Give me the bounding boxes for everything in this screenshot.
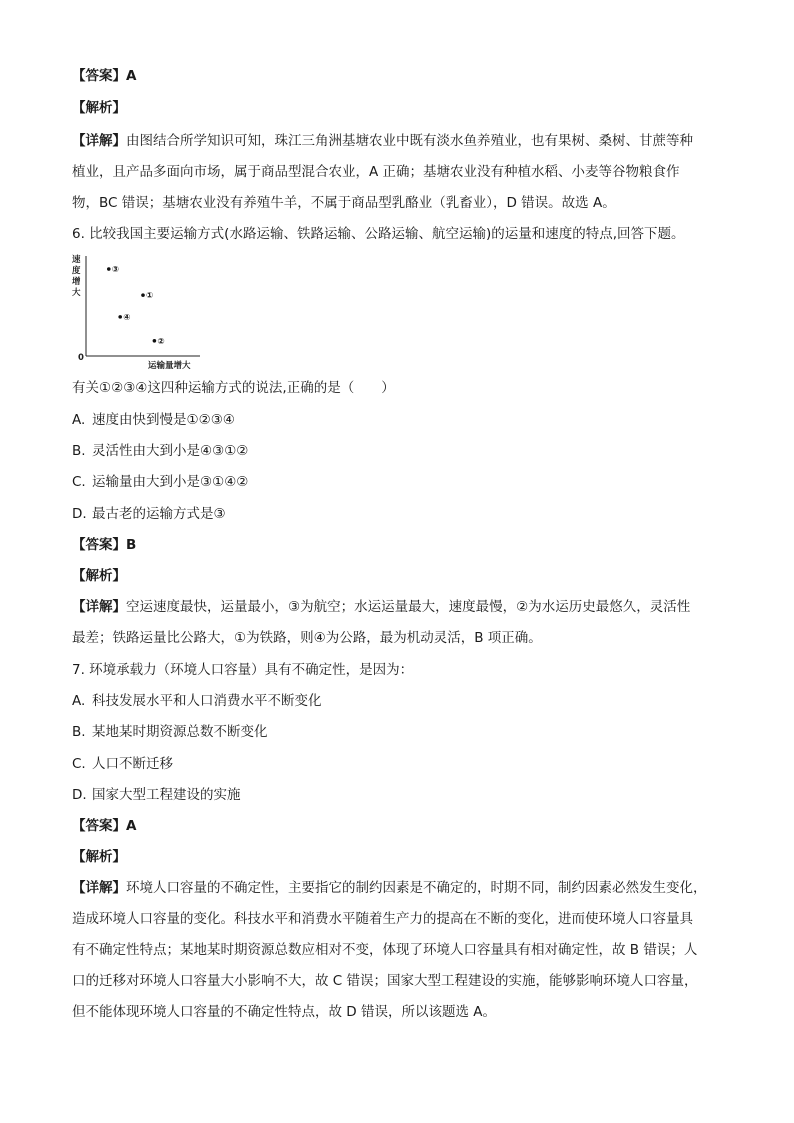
option-text: 灵活性由大到小是④③①②	[92, 443, 249, 459]
q7-analysis-tag: 【解析】	[72, 849, 126, 865]
q6-option-c	[72, 472, 248, 492]
ylabel-char-2: 度	[72, 266, 81, 276]
point-label-1: ③	[111, 265, 120, 276]
q6-analysis-tag: 【解析】	[72, 568, 126, 584]
option-text: 国家大型工程建设的实施	[92, 787, 241, 803]
option-text: 人口不断迁移	[92, 756, 173, 772]
q7-option-c	[72, 754, 173, 774]
detail-text: 由图结合所学知识可知，珠江三角洲基塘农业中既有淡水鱼养殖业，也有果树、桑树、甘蔗等种	[126, 133, 693, 149]
ylabel-char-1: 速	[72, 255, 81, 265]
q7-answer-line	[72, 816, 136, 836]
answer-value: B	[126, 537, 137, 553]
q6-question: 有关①②③④这四种运输方式的说法,正确的是（ ）	[72, 380, 395, 396]
transport-scatter-chart	[68, 252, 208, 372]
q6-option-d	[72, 504, 226, 524]
q6-stem: 6. 比较我国主要运输方式(水路运输、铁路运输、公路运输、航空运输)的运量和速度的特点,回答下题。	[72, 226, 685, 242]
ylabel-char-3: 增	[72, 277, 81, 287]
detail-line-1	[72, 873, 732, 904]
answer-value: A	[126, 68, 137, 84]
detail-line-4: 口的迁移对环境人口容量大小影响不大，故 C 错误；国家大型工程建设的实施，能够影响环境人口容量，	[72, 973, 698, 989]
option-letter: C.	[72, 474, 86, 490]
option-letter: B.	[72, 443, 86, 459]
detail-line-3: 有不确定性特点；某地某时期资源总数应相对不变，体现了环境人口容量具有相对确定性，故 B 错误；人	[72, 942, 698, 958]
q5-answer-line	[72, 66, 136, 86]
option-text: 科技发展水平和人口消费水平不断变化	[92, 693, 322, 709]
option-letter: A.	[72, 412, 86, 428]
q5-analysis-tag: 【解析】	[72, 100, 126, 116]
option-text: 速度由快到慢是①②③④	[92, 412, 235, 428]
detail-line-2: 造成环境人口容量的变化。科技水平和消费水平随着生产力的提高在不断的变化，进而使环境人口容量具	[72, 911, 693, 927]
answer-value: A	[126, 818, 137, 834]
point-label-2: ①	[146, 291, 154, 302]
q6-option-a	[72, 410, 235, 430]
q6-option-b	[72, 441, 248, 461]
q7-option-d	[72, 785, 241, 805]
detail-line-2: 植业，且产品多面向市场，属于商品型混合农业，A 正确；基塘农业没有种植水稻、小麦等谷物粮食作	[72, 164, 680, 180]
detail-line-5: 但不能体现环境人口容量的不确定性特点，故 D 错误，所以该题选 A。	[72, 1004, 497, 1020]
x-axis-label: 运输量增大	[148, 361, 191, 371]
option-text: 运输量由大到小是③①④②	[92, 474, 249, 490]
option-letter: A.	[72, 693, 86, 709]
scatter-point-2	[141, 293, 145, 297]
ylabel-char-4: 大	[72, 288, 81, 298]
detail-line-1	[72, 126, 732, 157]
answer-tag: 【答案】	[72, 68, 126, 84]
detail-text: 环境人口容量的不确定性，主要指它的制约因素是不确定的，时期不同，制约因素必然发生变化，	[126, 880, 707, 896]
detail-line-1	[72, 592, 732, 623]
option-letter: D.	[72, 787, 87, 803]
q6-detail	[72, 592, 732, 654]
origin-label: 0	[78, 353, 84, 363]
answer-tag: 【答案】	[72, 818, 126, 834]
detail-tag: 【详解】	[72, 599, 126, 615]
detail-tag: 【详解】	[72, 880, 126, 896]
q7-option-a	[72, 691, 322, 711]
option-text: 某地某时期资源总数不断变化	[92, 724, 268, 740]
q7-option-b	[72, 722, 268, 742]
points-layer	[107, 265, 165, 347]
scatter-point-4	[153, 339, 157, 343]
scatter-point-3	[118, 315, 122, 319]
detail-tag: 【详解】	[72, 133, 126, 149]
detail-line-3: 物，BC 错误；基塘农业没有养殖牛羊，不属于商品型乳酪业（乳畜业），D 错误。故选 A。	[72, 195, 616, 211]
detail-text: 空运速度最快，运量最小，③为航空；水运运量最大，速度最慢，②为水运历史最悠久，灵活性	[126, 599, 691, 615]
point-label-4: ②	[157, 336, 165, 347]
point-label-3: ④	[123, 312, 131, 323]
q6-answer-line	[72, 535, 136, 555]
option-letter: C.	[72, 756, 86, 772]
scatter-point-1	[107, 267, 111, 271]
answer-tag: 【答案】	[72, 537, 126, 553]
option-letter: B.	[72, 724, 86, 740]
detail-line-2: 最差；铁路运量比公路大，①为铁路，则④为公路，最为机动灵活，B 项正确。	[72, 630, 542, 646]
option-text: 最古老的运输方式是③	[92, 506, 226, 522]
chart-svg	[68, 252, 208, 372]
option-letter: D.	[72, 506, 87, 522]
q7-detail	[72, 873, 732, 1028]
q7-stem: 7. 环境承载力（环境人口容量）具有不确定性，是因为：	[72, 662, 414, 678]
q5-detail	[72, 126, 732, 219]
